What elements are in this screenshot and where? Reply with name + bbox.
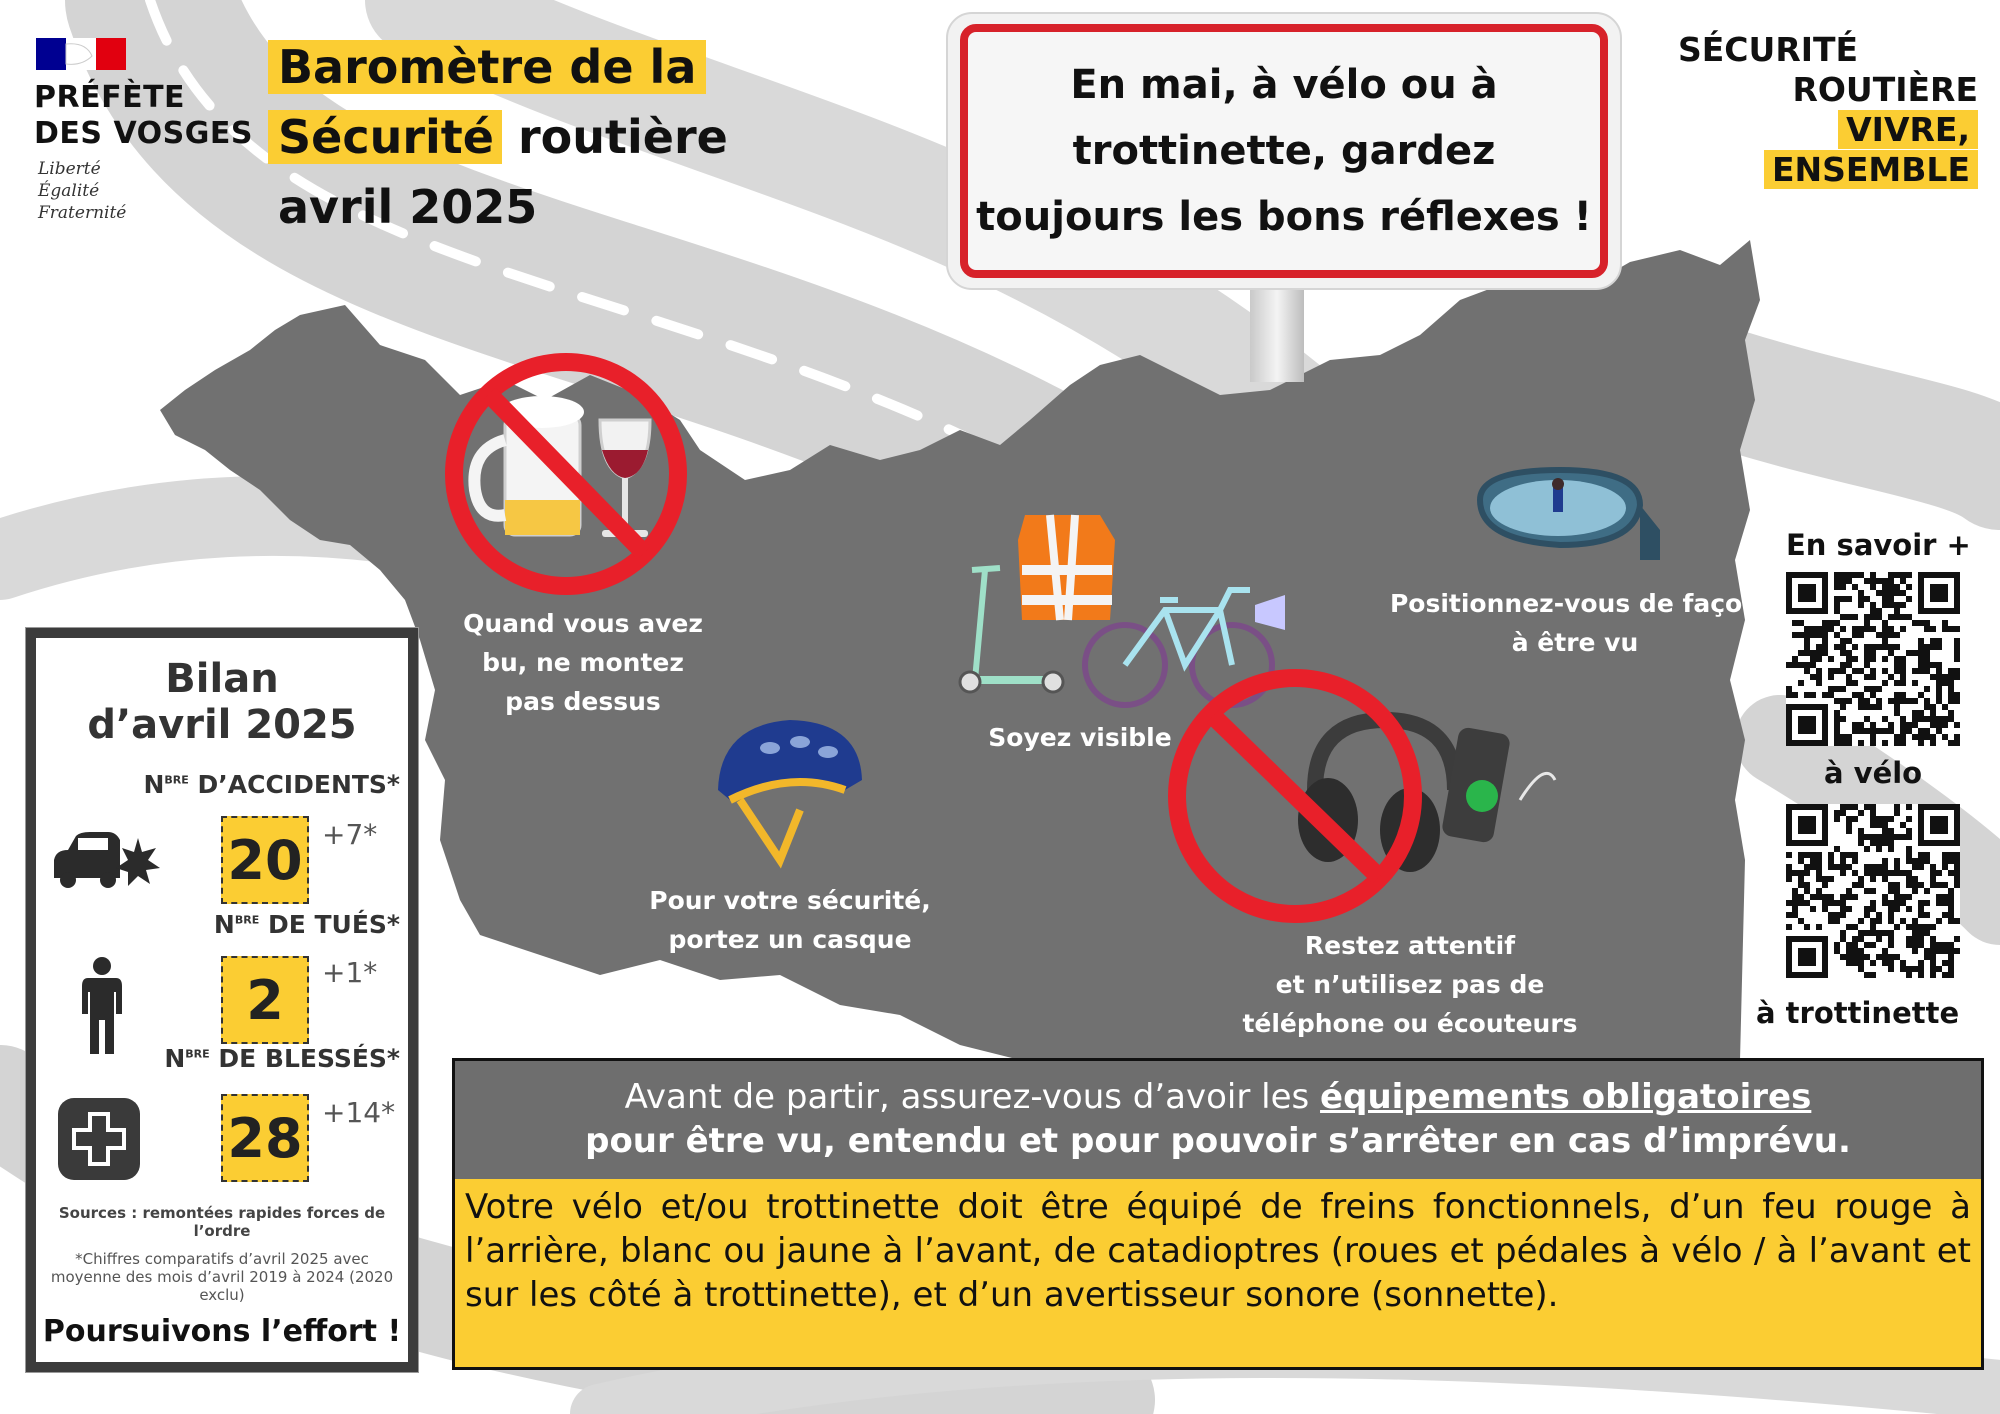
equipment-link[interactable]: équipements obligatoires bbox=[1320, 1077, 1812, 1117]
nbre-prefix: N bbox=[213, 910, 235, 939]
qr-code-bike-icon[interactable] bbox=[1786, 572, 1960, 746]
medical-cross-icon bbox=[58, 1098, 140, 1180]
bilan-title-line-1: Bilan bbox=[165, 656, 279, 702]
sign-pole bbox=[1250, 282, 1304, 382]
prefecture-line-2: DES VOSGES bbox=[34, 116, 253, 151]
motto-egalite: Égalité bbox=[38, 181, 100, 201]
tip-alcohol: Quand vous avez bu, ne montez pas dessus bbox=[463, 609, 703, 716]
nbre-suffix: BRE bbox=[185, 1047, 210, 1061]
title-line-1: Baromètre de la bbox=[268, 40, 706, 94]
prefecture-name bbox=[34, 80, 253, 152]
sign-line-3: toujours les bons réflexes ! bbox=[976, 194, 1592, 240]
stat-label-blesses bbox=[164, 1044, 400, 1073]
equipment-info-header bbox=[455, 1061, 1981, 1179]
marianne-logo-icon bbox=[36, 38, 126, 70]
nbre-prefix: N bbox=[143, 770, 165, 799]
tues-label: DE TUÉS* bbox=[267, 910, 400, 939]
bilan-title bbox=[36, 656, 408, 748]
qr-label-bike: à vélo bbox=[1824, 756, 1923, 790]
qr-heading: En savoir + bbox=[1786, 528, 1971, 562]
nbre-suffix: BRE bbox=[234, 913, 260, 927]
page-title bbox=[268, 32, 728, 242]
stat-delta-accidents: +7* bbox=[322, 818, 378, 851]
stat-delta-tues: +1* bbox=[322, 956, 378, 989]
tip-position: Positionnez-vous de façon à être vu bbox=[1389, 589, 1761, 657]
securite-routiere-logo bbox=[1658, 30, 1978, 190]
stat-value-blesses: 28 bbox=[221, 1094, 309, 1182]
accidents-label: D’ACCIDENTS* bbox=[197, 770, 400, 799]
stat-value-accidents: 20 bbox=[221, 816, 309, 904]
sign-line-2: trottinette, gardez bbox=[1072, 128, 1496, 174]
republic-motto bbox=[38, 158, 126, 224]
tip-visible: Soyez visible bbox=[988, 723, 1172, 752]
title-line-2-highlight: Sécurité bbox=[268, 110, 502, 164]
motto-liberte: Liberté bbox=[38, 159, 101, 179]
logo-line-1: SÉCURITÉ bbox=[1678, 30, 1859, 69]
bilan-panel bbox=[26, 628, 418, 1372]
logo-line-2b: VIVRE, bbox=[1838, 110, 1978, 149]
comparison-note: *Chiffres comparatifs d’avril 2025 avec moyenne des mois d’avril 2019 à 2024 (2020 exclu) bbox=[50, 1250, 394, 1304]
car-crash-icon bbox=[50, 828, 160, 898]
bilan-title-line-2: d’avril 2025 bbox=[87, 702, 357, 748]
nbre-prefix: N bbox=[164, 1044, 186, 1073]
effort-slogan: Poursuivons l’effort ! bbox=[42, 1314, 402, 1349]
nbre-suffix: BRE bbox=[164, 773, 189, 787]
person-icon bbox=[76, 956, 128, 1056]
equipment-requirements: Votre vélo et/ou trottinette doit être équipé de freins fonctionnels, d’un feu rouge à l’arrière, blanc ou jaune à l’avant, de catadioptres (roues et pédales à vélo / à l’avant et sur les côté à trottinette), et d’un avertisseur sonore (sonnette). bbox=[455, 1179, 1981, 1367]
stat-label-tues bbox=[214, 910, 400, 939]
sign-line-1: En mai, à vélo ou à bbox=[1070, 62, 1498, 108]
tip-attention: Restez attentif et n’utilisez pas de téléphone ou écouteurs bbox=[1242, 931, 1578, 1038]
logo-line-3: ENSEMBLE bbox=[1764, 150, 1978, 189]
prefecture-line-1: PRÉFÈTE bbox=[34, 80, 186, 115]
qr-code-scooter-icon[interactable] bbox=[1786, 804, 1960, 978]
info-top-line-2: pour être vu, entendu et pour pouvoir s’arrêter en cas d’imprévu. bbox=[585, 1121, 1851, 1161]
info-top-text: Avant de partir, assurez-vous d’avoir les bbox=[624, 1077, 1321, 1117]
stat-delta-blesses: +14* bbox=[322, 1096, 396, 1129]
road-sign bbox=[960, 24, 1608, 278]
no-alcohol-icon bbox=[444, 352, 688, 596]
blesses-label: DE BLESSÉS* bbox=[218, 1044, 400, 1073]
stat-label-accidents bbox=[143, 770, 400, 799]
sources-text: Sources : remontées rapides forces de l’ordre bbox=[58, 1204, 386, 1240]
qr-label-scooter: à trottinette bbox=[1756, 996, 1960, 1030]
motto-fraternite: Fraternité bbox=[38, 203, 127, 223]
title-line-3: avril 2025 bbox=[278, 180, 538, 234]
title-line-2-rest: routière bbox=[501, 110, 728, 164]
equipment-info-box bbox=[452, 1058, 1984, 1370]
tip-helmet: Pour votre sécurité, portez un casque bbox=[649, 886, 931, 954]
logo-line-2a: ROUTIÈRE bbox=[1792, 70, 1978, 109]
stat-value-tues: 2 bbox=[221, 956, 309, 1044]
